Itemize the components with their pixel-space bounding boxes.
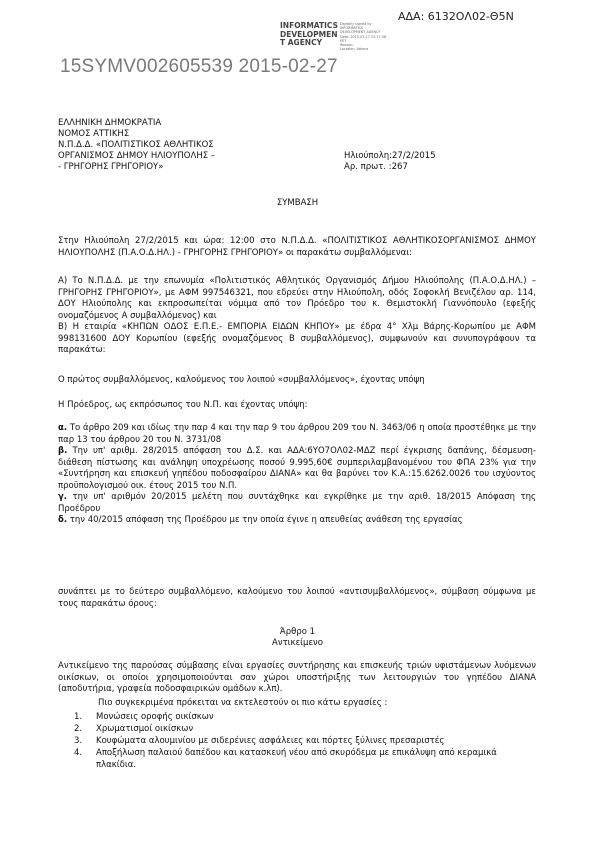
work-text: Αποξήλωση παλαιού δαπέδου και κατασκευή νέου από σκυρόδεμα με επικάλυψη από κεραμικά πλακίδια. xyxy=(96,748,497,770)
intro-paragraph: Στην Ηλιούπολη 27/2/2015 και ώρα: 12:00 στο Ν.Π.Δ.Δ. «ΠΟΛΙΤΙΣΤΙΚΟΣ ΑΘΛΗΤΙΚΟΣΟΡΓΑΝΙΣΜΟΣ ΔΗΜΟΥ ΗΛΙΟΥΠΟΛΗΣ (Π.Α.Ο.Δ.ΗΛ.) - ΓΡΗΓΟΡΗΣ ΓΡΗΓΟΡΙΟΥ» οι παρακάτω συμβαλλόμεναι: xyxy=(58,236,536,258)
issuer-line: - ΓΡΗΓΟΡΗΣ ΓΡΗΓΟΡΙΟΥ» xyxy=(58,162,164,172)
work-text: Κουφώματα αλουμινίου με σιδερένιες ασφάλειες και πόρτες ξύλινες πρεσαριστές xyxy=(96,736,445,746)
object-paragraph: Αντικείμενο της παρούσας σύμβασης είναι εργασίες συντήρησης και επισκευής τριών υφιστάμενων λυόμενων οικίσκων, οι οποίοι χρησιμοποιούνται σαν χώροι υποστήριξης των λειτουργιών του γηπέδου ΔΙΑΝΑ (αποδυτήρια, γραφεία ποδοσφαιρικών ομάδων κ.λπ). xyxy=(58,661,536,694)
party-a-paragraph: Α) Το Ν.Π.Δ.Δ. με την επωνυμία «Πολιτιστικός Αθλητικός Οργανισμός Δήμου Ηλιούπολης (Π.Α.Ο.Δ.ΗΛ.) – ΓΡΗΓΟΡΗΣ ΓΡΗΓΟΡΙΟΥ», με ΑΦΜ 997546321, που εδρεύει στην Ηλιούπολη, οδός Σοφοκλή Βενιζέλου αρ. 114, ΔΟΥ Ηλιούπολης και εκπροσωπείται νόμιμα από τον Πρόεδρο του κ. Θεμιστοκλή Γιαννόπουλο (εφεξής ονομαζόμενος Α συμβαλλόμενος) και xyxy=(58,276,536,321)
article-number: Άρθρο 1 xyxy=(279,627,316,637)
stamp-sig-line: DEVELOPMENT AGENCY xyxy=(340,30,381,35)
protocol-number: 15SYMV002605539 2015-02-27 xyxy=(60,56,338,77)
consideration-item xyxy=(58,446,536,492)
signature-stamp-details xyxy=(340,22,420,51)
consideration-text: την 40/2015 απόφαση της Προέδρου με την οποία έγινε η απευθείας ανάθεση της εργασίας xyxy=(67,515,463,525)
stamp-org-line: INFORMATICS xyxy=(280,21,338,30)
consideration-letter: β. xyxy=(58,446,68,456)
stamp-org-line: DEVELOPMEN xyxy=(280,29,338,39)
ada-code: ΑΔΑ: 6132ΟΛ02-Θ5Ν xyxy=(398,10,514,23)
issuer-line: ΟΡΓΑΝΙΣΜΟΣ ΔΗΜΟΥ ΗΛΙΟΥΠΟΛΗΣ – xyxy=(58,151,216,161)
article-title: Αντικείμενο xyxy=(272,638,323,648)
president-paragraph: Η Πρόεδρος, ως εκπρόσωπος του Ν.Π. και έχοντας υπόψη: xyxy=(58,400,308,410)
stamp-sig-line: Date: 2015.02.27 15:17:38 xyxy=(340,34,387,39)
stamp-sig-line: EET xyxy=(340,38,347,43)
work-item xyxy=(74,723,514,735)
issuer-line: ΕΛΛΗΝΙΚΗ ΔΗΜΟΚΡΑΤΙΑ xyxy=(58,118,162,128)
consideration-letter: δ. xyxy=(58,515,68,525)
first-party-paragraph: Ο πρώτος συμβαλλόμενος, καλούμενος του λοιπού «συμβαλλόμενος», έχοντας υπόψη xyxy=(58,375,425,385)
stamp-org-line: T AGENCY xyxy=(280,38,323,47)
consideration-item xyxy=(58,515,536,527)
consideration-letter: γ. xyxy=(58,492,68,502)
signature-stamp-organization xyxy=(280,22,338,48)
issuer-line: ΝΟΜΟΣ ΑΤΤΙΚΗΣ xyxy=(58,129,130,139)
issuer-header xyxy=(58,118,215,173)
reference-number: Αρ. πρωτ. :267 xyxy=(344,162,408,172)
stamp-sig-line: Location: Athens xyxy=(340,47,369,52)
work-text: Χρωματισμοί οικίσκων xyxy=(96,724,194,734)
work-text: Μονώσεις οροφής οικίσκων xyxy=(96,712,214,722)
consideration-item xyxy=(58,492,536,515)
issuer-line: Ν.Π.Δ.Δ. «ΠΟΛΙΤΙΣΤΙΚΟΣ ΑΘΛΗΤΙΚΟΣ xyxy=(58,140,214,150)
consideration-letter: α. xyxy=(58,423,68,433)
work-item xyxy=(74,735,514,747)
party-b-paragraph: Β) Η εταιρία «ΚΗΠΩΝ ΟΔΟΣ Ε.Π.Ε.- ΕΜΠΟΡΙΑ ΕΙΔΩΝ ΚΗΠΟΥ» με έδρα 4° Χλμ Βάρης-Κορωπίου με ΑΦΜ 998131600 ΔΟΥ Κορωπίου (εφεξής ονομαζόμενος Β συμβαλλόμενος), συμφωνούν και συνυπογράφουν τα παρακάτω: xyxy=(58,322,536,355)
consideration-text: Το άρθρο 209 και ιδίως την παρ 4 και την παρ 9 του άρθρου 209 του Ν. 3463/06 η οποία προστέθηκε με την παρ 13 του άρθρου 20 του Ν. 3731/08 xyxy=(58,423,536,445)
document-date: Ηλιούπολη:27/2/2015 xyxy=(344,151,436,161)
consideration-text: την υπ' αριθμόν 20/2015 μελέτη που συντάχθηκε και εγκρίθηκε με την αριθ. 18/2015 Απόφαση της Προέδρου xyxy=(58,492,536,514)
considerations-list xyxy=(58,423,536,527)
stamp-sig-line: Digitally signed by xyxy=(340,22,372,26)
work-item xyxy=(74,747,514,771)
date-reference xyxy=(344,151,436,173)
document-title: ΣΥΜΒΑΣΗ xyxy=(276,198,319,208)
works-intro: Πιο συγκεκριμένα πρόκειται να εκτελεστούν οι πιο κάτω εργασίες : xyxy=(98,698,388,708)
stamp-sig-line: Reason: xyxy=(340,43,354,48)
works-list xyxy=(74,711,514,771)
work-number: 1. xyxy=(74,712,83,722)
work-number: 2. xyxy=(74,724,83,734)
stamp-sig-line: INFORMATICS xyxy=(340,26,364,31)
second-party-paragraph: συνάπτει με το δεύτερο συμβαλλόμενο, καλούμενο του λοιπού «αντισυμβαλλόμενος», σύμβαση σύμφωνα με τους παρακάτω όρους: xyxy=(58,587,536,609)
work-number: 4. xyxy=(74,748,83,758)
work-number: 3. xyxy=(74,736,83,746)
consideration-item xyxy=(58,423,536,446)
work-item xyxy=(74,711,514,723)
consideration-text: Την υπ' αριθμ. 28/2015 απόφαση του Δ.Σ. και ΑΔΑ:6ΥΟ7ΟΛ02-ΜΔΖ περί έγκρισης δαπάνης, δέσμευση- διάθεση πίστωσης και ανάληψη υποχρέωσης ποσού 9.995,60€ συμπεριλαμβανομένου του ΦΠΑ 23% για την «Συντήρηση και επισκευή γηπέδου ποδοσφαίρου ΔΙΑΝΑ» και θα βαρύνει τον Κ.Α.:15.6262.0026 του ισχύοντος προϋπολογισμού οικ. έτους 2015 του Ν.Π. xyxy=(58,446,536,491)
